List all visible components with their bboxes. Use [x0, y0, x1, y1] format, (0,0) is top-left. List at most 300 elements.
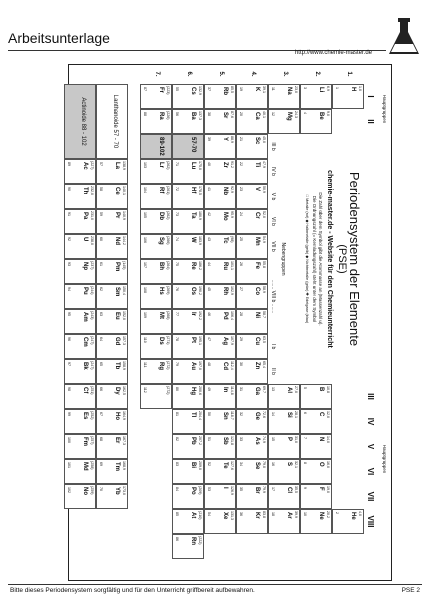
element-symbol: Bi: [190, 462, 196, 468]
element-cell: [204, 84, 236, 109]
atomic-mass: 209,0: [198, 461, 202, 470]
atomic-number: 24: [238, 212, 243, 216]
element-symbol: Cs: [190, 87, 196, 95]
element-symbol: Db: [158, 212, 164, 220]
lanthanide-cell: [96, 259, 128, 284]
atomic-mass: 45,0: [262, 136, 266, 143]
element-symbol: Tl: [190, 412, 196, 418]
atomic-number: 7: [302, 437, 307, 439]
element-symbol: Sr: [222, 112, 228, 119]
atomic-number: 103: [142, 162, 147, 168]
element-symbol: Mn: [254, 237, 260, 246]
atomic-number: 69: [98, 462, 103, 466]
atomic-number: 16: [270, 462, 275, 466]
atomic-mass: 92,9: [230, 186, 234, 193]
main-group-header: III: [366, 393, 375, 400]
atomic-mass: 40,1: [262, 111, 266, 118]
atomic-number: 111: [142, 362, 147, 368]
atomic-mass: 195,1: [198, 336, 202, 345]
atomic-number: 70: [98, 487, 103, 491]
element-symbol: Re: [190, 262, 196, 270]
atomic-number: 84: [174, 487, 179, 491]
atomic-number: 42: [206, 212, 211, 216]
element-symbol: F: [318, 487, 324, 491]
element-symbol: N: [318, 437, 324, 442]
element-symbol: Ti: [254, 162, 260, 168]
atomic-mass: 65,4: [262, 361, 266, 368]
atomic-number: 23: [238, 187, 243, 191]
element-symbol: Gd: [114, 337, 120, 346]
atomic-mass: 27,0: [294, 386, 298, 393]
sub-group-header: I b: [270, 343, 276, 350]
atomic-mass: (227): [90, 161, 94, 170]
atomic-mass: 137,3: [198, 111, 202, 120]
atomic-number: 52: [206, 462, 211, 466]
atomic-mass: (264): [166, 261, 170, 270]
element-symbol: Pm: [114, 262, 120, 272]
element-symbol: I: [222, 487, 228, 489]
lanthanide-cell: [96, 384, 128, 409]
element-cell: [268, 84, 300, 109]
atomic-number: 89: [66, 162, 71, 166]
element-cell: [236, 234, 268, 259]
element-symbol: 57-70: [190, 137, 196, 153]
element-symbol: Rg: [158, 362, 164, 370]
element-symbol: Au: [190, 362, 196, 370]
actinoide-label: Actinoide 88 - 102: [64, 84, 96, 159]
element-cell: [236, 384, 268, 409]
actinide-cell: [64, 309, 96, 334]
atomic-number: 46: [206, 312, 211, 316]
element-symbol: Os: [190, 287, 196, 296]
element-cell: [268, 434, 300, 459]
atomic-number: 81: [174, 412, 179, 416]
atomic-number: 6: [302, 412, 307, 414]
atomic-number: 25: [238, 237, 243, 241]
atomic-mass: 168,9: [122, 461, 126, 470]
element-cell: [300, 434, 332, 459]
atomic-mass: 173,0: [122, 486, 126, 495]
atomic-number: 107: [142, 262, 147, 268]
element-symbol: Y: [222, 137, 228, 142]
atomic-mass: (272): [166, 386, 170, 395]
atomic-number: 37: [206, 87, 211, 91]
element-cell: [268, 459, 300, 484]
actinide-cell: [64, 159, 96, 184]
lanthanide-cell: [96, 484, 128, 509]
atomic-mass: (243): [90, 311, 94, 320]
actinide-cell: [64, 384, 96, 409]
atomic-mass: 186,2: [198, 261, 202, 270]
element-cell: [172, 259, 204, 284]
element-cell: [236, 334, 268, 359]
element-symbol: Ga: [254, 387, 260, 396]
atomic-number: 54: [206, 512, 211, 516]
atomic-mass: 140,9: [122, 211, 126, 220]
atomic-mass: 72,6: [262, 411, 266, 418]
atomic-mass: (261): [166, 186, 170, 195]
atomic-number: 26: [238, 262, 243, 266]
lanthanide-cell: [96, 209, 128, 234]
element-symbol: Kr: [254, 512, 260, 519]
element-cell: [300, 459, 332, 484]
element-symbol: Ra: [158, 112, 164, 120]
atomic-mass: (257): [90, 436, 94, 445]
element-symbol: Xe: [222, 512, 228, 520]
element-symbol: Rb: [222, 87, 228, 95]
atomic-number: 80: [174, 387, 179, 391]
atomic-mass: 55,8: [262, 261, 266, 268]
atomic-number: 91: [66, 212, 71, 216]
atomic-number: 39: [206, 137, 211, 141]
atomic-number: 67: [98, 412, 103, 416]
atomic-mass: (247): [90, 336, 94, 345]
element-cell: [172, 109, 204, 134]
element-cell: [172, 184, 204, 209]
page-title: Arbeitsunterlage: [8, 30, 110, 46]
element-symbol: Ta: [190, 212, 196, 219]
atomic-number: 79: [174, 362, 179, 366]
atomic-number: 93: [66, 262, 71, 266]
element-symbol: Fr: [158, 87, 164, 93]
element-symbol: C: [318, 412, 324, 417]
atomic-number: 27: [238, 287, 243, 291]
lanthanide-cell: [96, 234, 128, 259]
atomic-mass: 39,9: [294, 511, 298, 518]
atomic-number: 96: [66, 337, 71, 341]
atomic-number: 78: [174, 337, 179, 341]
atomic-number: 101: [66, 462, 71, 468]
atomic-number: 102: [66, 487, 71, 493]
element-cell: [140, 184, 172, 209]
atomic-number: 90: [66, 187, 71, 191]
atomic-mass: 79,0: [262, 461, 266, 468]
element-cell: [204, 509, 236, 534]
element-symbol: At: [190, 512, 196, 519]
period-label: 3.: [282, 71, 288, 77]
element-symbol: Np: [82, 262, 88, 270]
element-symbol: Cf: [82, 387, 88, 394]
atomic-mass: 180,9: [198, 211, 202, 220]
atomic-mass: 6,9: [326, 86, 330, 91]
element-cell: [140, 134, 172, 159]
atomic-number: 55: [174, 87, 179, 91]
atomic-mass: 192,2: [198, 311, 202, 320]
element-symbol: Zn: [254, 362, 260, 370]
atomic-number: 19: [238, 87, 243, 91]
element-symbol: Ne: [318, 512, 324, 520]
atomic-mass: (247): [90, 361, 94, 370]
atomic-number: 8: [302, 462, 307, 464]
element-cell: [172, 359, 204, 384]
element-symbol: He: [350, 512, 356, 520]
atomic-number: 104: [142, 187, 147, 193]
footer-divider: [8, 584, 422, 585]
atomic-mass: 183,9: [198, 236, 202, 245]
element-cell: [204, 284, 236, 309]
atomic-mass: 138,9: [122, 161, 126, 170]
atomic-mass: 88,9: [230, 136, 234, 143]
atomic-number: 88: [142, 112, 147, 116]
atomic-number: 62: [98, 287, 103, 291]
element-symbol: P: [286, 437, 292, 442]
atomic-number: 1: [334, 87, 339, 89]
actinide-cell: [64, 209, 96, 234]
element-cell: [204, 434, 236, 459]
atomic-mass: 87,6: [230, 111, 234, 118]
atomic-mass: 52,0: [262, 211, 266, 218]
main-group-header: I: [366, 95, 375, 98]
element-symbol: Mg: [286, 112, 292, 121]
atomic-number: 5: [302, 387, 307, 389]
footer-note: Bitte dieses Periodensystem sorgfältig und für den Unterricht griffbereit aufbewahren.: [10, 587, 255, 594]
atomic-number: 63: [98, 312, 103, 316]
sub-group-header: VI b: [270, 217, 276, 226]
atomic-mass: 131,3: [230, 511, 234, 520]
element-cell: [140, 384, 172, 409]
element-symbol: Rf: [158, 187, 164, 194]
element-cell: [236, 434, 268, 459]
element-cell: [140, 259, 172, 284]
element-symbol: Cr: [254, 212, 260, 219]
element-cell: [236, 134, 268, 159]
element-symbol: Lu: [190, 162, 196, 170]
element-cell: [140, 159, 172, 184]
element-cell: [300, 484, 332, 509]
atomic-mass: 114,8: [230, 386, 234, 395]
element-symbol: Rn: [190, 537, 196, 545]
element-cell: [140, 334, 172, 359]
atomic-mass: 101,1: [230, 261, 234, 270]
period-label: 6.: [186, 71, 192, 77]
main-group-header: VII: [366, 491, 375, 502]
atomic-number: 47: [206, 337, 211, 341]
atomic-mass: 50,9: [262, 186, 266, 193]
atomic-number: 83: [174, 462, 179, 466]
atomic-number: 32: [238, 412, 243, 416]
element-cell: [172, 409, 204, 434]
sub-group-header: V b: [270, 192, 276, 201]
element-cell: [204, 159, 236, 184]
atomic-mass: 197,0: [198, 361, 202, 370]
atomic-mass: 127,6: [230, 461, 234, 470]
atomic-mass: (268): [166, 311, 170, 320]
element-symbol: Hg: [190, 387, 196, 395]
main-group-header: IV: [366, 417, 375, 426]
element-symbol: Pa: [82, 212, 88, 220]
atomic-number: 21: [238, 137, 243, 141]
element-cell: [204, 409, 236, 434]
element-symbol: Es: [82, 412, 88, 420]
atomic-mass: 118,7: [230, 411, 234, 420]
element-cell: [140, 84, 172, 109]
element-cell: [204, 234, 236, 259]
legend-line: □ Metalle (rot) ◆ Halbmetalle (gelb) ◆ Nichtmetalle (grün) ✚ Edelgase (blau): [305, 194, 309, 324]
element-symbol: La: [114, 162, 120, 170]
element-cell: [204, 259, 236, 284]
atomic-number: 92: [66, 237, 71, 241]
element-symbol: Tb: [114, 362, 120, 370]
element-cell: [236, 509, 268, 534]
atomic-mass: 157,3: [122, 336, 126, 345]
element-symbol: Sg: [158, 237, 164, 245]
element-cell: [140, 234, 172, 259]
atomic-number: 85: [174, 512, 179, 516]
element-cell: [236, 359, 268, 384]
element-cell: [140, 359, 172, 384]
atomic-mass: 106,4: [230, 311, 234, 320]
atomic-number: 3: [302, 87, 307, 89]
element-cell: [204, 134, 236, 159]
atomic-number: 59: [98, 212, 103, 216]
atomic-mass: 126,9: [230, 486, 234, 495]
element-cell: [172, 234, 204, 259]
atomic-mass: 58,7: [262, 311, 266, 318]
atomic-number: 71: [174, 162, 179, 166]
atomic-mass: (209): [198, 486, 202, 495]
element-symbol: Sc: [254, 137, 260, 145]
lanthanoide-label: Lanthanoide 57 - 70: [96, 84, 128, 159]
element-cell: [236, 484, 268, 509]
element-symbol: Hs: [158, 287, 164, 295]
atomic-number: 97: [66, 362, 71, 366]
atomic-mass: (222): [198, 536, 202, 545]
element-symbol: Pt: [190, 337, 196, 343]
atomic-number: 11: [270, 87, 275, 91]
atomic-mass: (223): [166, 86, 170, 95]
element-symbol: Ge: [254, 412, 260, 421]
sub-group-header: III b: [270, 142, 276, 151]
element-symbol: Ds: [158, 337, 164, 345]
element-cell: [268, 484, 300, 509]
actinide-cell: [64, 334, 96, 359]
atomic-number: 57: [98, 162, 103, 166]
atomic-mass: 39,1: [262, 86, 266, 93]
element-symbol: Am: [82, 312, 88, 322]
main-group-header: VI: [366, 467, 375, 476]
element-symbol: Cd: [222, 362, 228, 370]
atomic-number: 68: [98, 437, 103, 441]
info-line-2: Die Ordnungszahl (= Kernladungszahl) steht unter dem Symbol: [312, 195, 317, 323]
element-symbol: Te: [222, 462, 228, 469]
atomic-number: 2: [334, 512, 339, 514]
period-label: 1.: [346, 71, 352, 77]
element-cell: [332, 84, 364, 109]
nebengruppen-label: Nebengruppen: [280, 242, 286, 276]
lanthanide-cell: [96, 284, 128, 309]
element-cell: [204, 484, 236, 509]
element-symbol: Er: [114, 437, 120, 444]
element-cell: [172, 284, 204, 309]
element-symbol: Pd: [222, 312, 228, 320]
element-symbol: Sn: [222, 412, 228, 420]
atomic-number: 40: [206, 162, 211, 166]
atomic-mass: 79,9: [262, 486, 266, 493]
element-symbol: Rh: [222, 287, 228, 295]
atomic-mass: 20,2: [326, 511, 330, 518]
atomic-mass: 231,0: [90, 211, 94, 220]
element-symbol: Bk: [82, 362, 88, 370]
element-symbol: Fe: [254, 262, 260, 270]
atomic-number: 56: [174, 112, 179, 116]
atomic-number: 33: [238, 437, 243, 441]
element-cell: [268, 509, 300, 534]
atomic-mass: 112,4: [230, 361, 234, 370]
element-cell: [204, 309, 236, 334]
atomic-number: 75: [174, 262, 179, 266]
atomic-mass: (272): [166, 361, 170, 370]
element-cell: [204, 334, 236, 359]
atomic-number: 35: [238, 487, 243, 491]
element-symbol: V: [254, 187, 260, 192]
atomic-mass: (252): [90, 411, 94, 420]
element-symbol: Na: [286, 87, 292, 95]
atomic-number: 50: [206, 412, 211, 416]
atomic-mass: 14,0: [326, 436, 330, 443]
element-symbol: Ir: [190, 312, 196, 317]
atomic-number: 29: [238, 337, 243, 341]
website-url: http://www.chemie-master.de: [294, 50, 372, 56]
element-symbol: Zr: [222, 162, 228, 168]
main-group-header: II: [366, 119, 375, 124]
element-symbol: Co: [254, 287, 260, 295]
atomic-mass: 4,0: [358, 511, 362, 516]
element-symbol: Eu: [114, 312, 120, 320]
atomic-mass: 200,6: [198, 386, 202, 395]
atomic-number: 86: [174, 537, 179, 541]
element-symbol: Lr: [158, 162, 164, 168]
actinide-cell: [64, 234, 96, 259]
atomic-number: 99: [66, 412, 71, 416]
lanthanide-cell: [96, 184, 128, 209]
atomic-mass: 158,9: [122, 361, 126, 370]
element-symbol: Si: [286, 412, 292, 418]
atomic-mass: 144,2: [122, 236, 126, 245]
element-symbol: Ce: [114, 187, 120, 195]
element-cell: [140, 309, 172, 334]
atomic-mass: 91,2: [230, 161, 234, 168]
atomic-number: 30: [238, 362, 243, 366]
atomic-mass: 102,9: [230, 286, 234, 295]
actinide-cell: [64, 359, 96, 384]
element-symbol: 89-102: [158, 137, 164, 156]
element-symbol: Nb: [222, 187, 228, 195]
actinide-cell: [64, 284, 96, 309]
element-cell: [300, 84, 332, 109]
period-label: 2.: [314, 71, 320, 77]
lanthanide-cell: [96, 309, 128, 334]
element-cell: [172, 384, 204, 409]
atomic-mass: 63,5: [262, 336, 266, 343]
element-symbol: Sb: [222, 437, 228, 445]
sub-group-header: IV b: [270, 167, 276, 176]
element-cell: [236, 159, 268, 184]
element-symbol: As: [254, 437, 260, 445]
element-symbol: S: [286, 462, 292, 467]
element-cell: [204, 209, 236, 234]
atomic-number: 44: [206, 262, 211, 266]
element-symbol: Ag: [222, 337, 228, 345]
atomic-number: 87: [142, 87, 147, 91]
element-symbol: Be: [318, 112, 324, 120]
table-title-abbr: (PSE): [336, 244, 348, 274]
element-symbol: Cm: [82, 337, 88, 347]
element-symbol: Cl: [286, 487, 292, 493]
element-symbol: Ac: [82, 162, 88, 170]
element-cell: [300, 384, 332, 409]
atomic-number: 106: [142, 237, 147, 243]
element-cell: [236, 209, 268, 234]
